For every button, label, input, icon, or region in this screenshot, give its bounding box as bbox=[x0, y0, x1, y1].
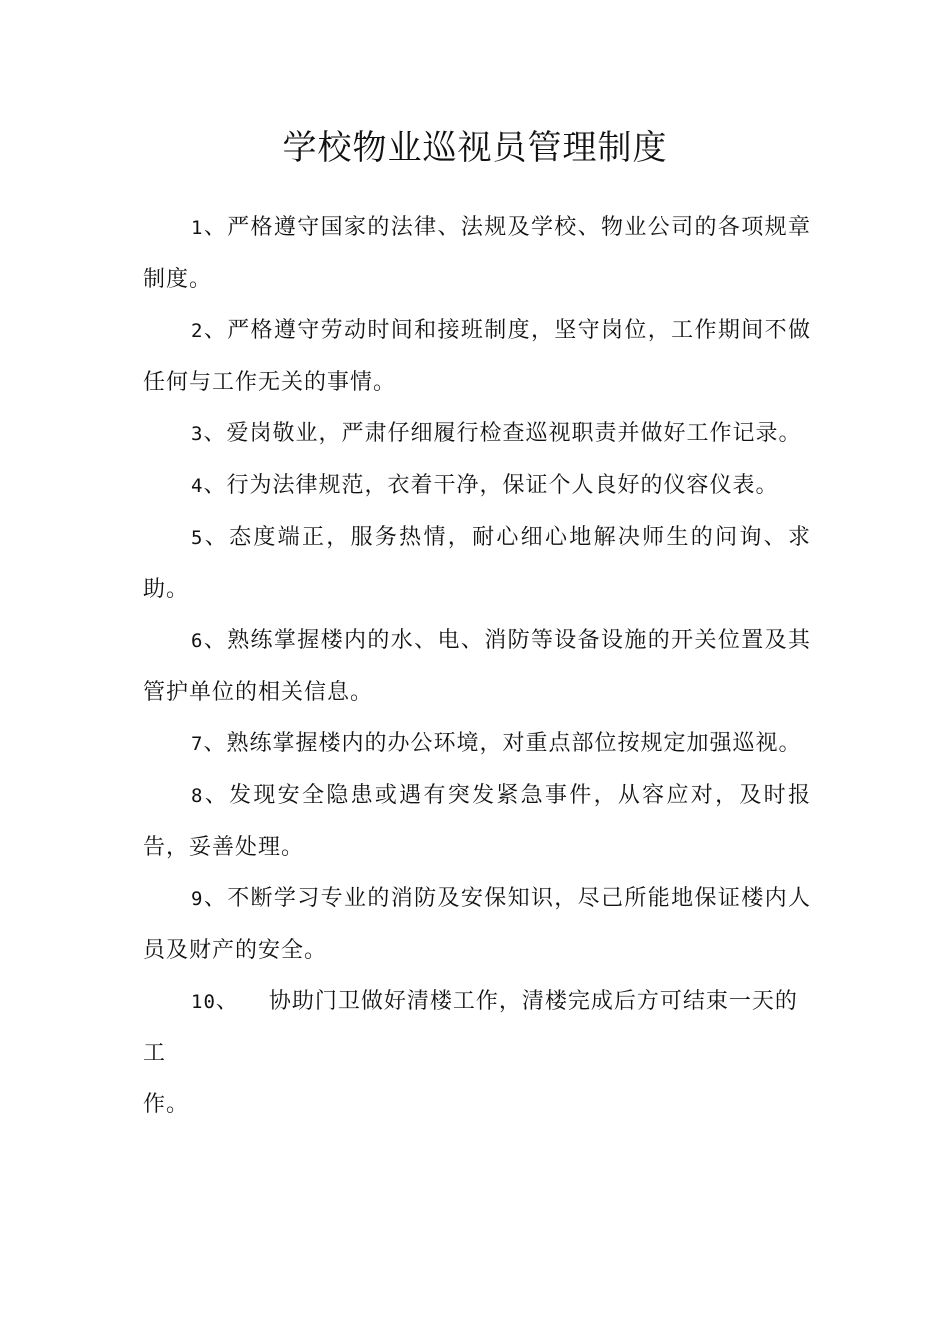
rule-text: 不断学习专业的消防及安保知识，尽己所能地保证楼内人员及财产的安全。 bbox=[143, 886, 811, 963]
rule-item-2 bbox=[143, 305, 811, 408]
rule-number: 4 bbox=[191, 475, 204, 497]
rule-text: 发现安全隐患或遇有突发紧急事件，从容应对，及时报告，妥善处理。 bbox=[143, 783, 811, 860]
rule-separator: 、 bbox=[203, 525, 230, 550]
rule-separator: 、 bbox=[203, 421, 227, 446]
rule-item-1 bbox=[143, 202, 811, 305]
rule-item-8 bbox=[143, 770, 811, 873]
rule-separator: 、 bbox=[203, 473, 227, 498]
rule-text: 严格遵守劳动时间和接班制度，坚守岗位，工作期间不做任何与工作无关的事情。 bbox=[143, 318, 811, 395]
rule-item-3 bbox=[143, 408, 811, 460]
document-title: 学校物业巡视员管理制度 bbox=[282, 127, 668, 168]
rule-text: 熟练掌握楼内的水、电、消防等设备设施的开关位置及其管护单位的相关信息。 bbox=[143, 628, 811, 705]
rule-separator: 、 bbox=[203, 731, 227, 756]
rule-separator: 、 bbox=[203, 215, 228, 240]
rule-item-9 bbox=[143, 873, 811, 976]
rule-number: 3 bbox=[191, 423, 204, 445]
rule-separator: 、 bbox=[203, 783, 230, 808]
rule-separator: 、 bbox=[215, 989, 239, 1014]
rule-item-4 bbox=[143, 460, 811, 512]
rule-text: 爱岗敬业，严肃仔细履行检查巡视职责并做好工作记录。 bbox=[226, 421, 802, 446]
rule-number: 2 bbox=[191, 320, 204, 342]
rule-separator: 、 bbox=[203, 886, 228, 911]
rule-number: 1 bbox=[191, 217, 204, 239]
rule-number: 5 bbox=[191, 527, 204, 549]
rule-text: 熟练掌握楼内的办公环境，对重点部位按规定加强巡视。 bbox=[226, 731, 802, 756]
rule-text: 严格遵守国家的法律、法规及学校、物业公司的各项规章制度。 bbox=[143, 215, 811, 292]
rule-text-line-1: 协助门卫做好清楼工作，清楼完成后方可结束一天的 bbox=[268, 989, 798, 1014]
rule-item-6 bbox=[143, 615, 811, 718]
rule-text-line-2: 工 bbox=[143, 1041, 167, 1066]
rule-number: 10 bbox=[191, 991, 216, 1013]
rule-text: 行为法律规范，衣着干净，保证个人良好的仪容仪表。 bbox=[226, 473, 779, 498]
rules-list bbox=[143, 202, 811, 1130]
rule-text-line-3: 作。 bbox=[143, 1092, 190, 1117]
rule-text: 态度端正，服务热情，耐心细心地解决师生的问询、求助。 bbox=[143, 525, 811, 602]
rule-number: 8 bbox=[191, 785, 204, 807]
rule-separator: 、 bbox=[203, 628, 228, 653]
rule-separator: 、 bbox=[203, 318, 228, 343]
rule-number: 6 bbox=[191, 630, 204, 652]
rule-item-7 bbox=[143, 718, 811, 770]
rule-number: 9 bbox=[191, 888, 204, 910]
rule-number: 7 bbox=[191, 733, 204, 755]
rule-item-10 bbox=[143, 976, 811, 1130]
rule-item-5 bbox=[143, 512, 811, 615]
